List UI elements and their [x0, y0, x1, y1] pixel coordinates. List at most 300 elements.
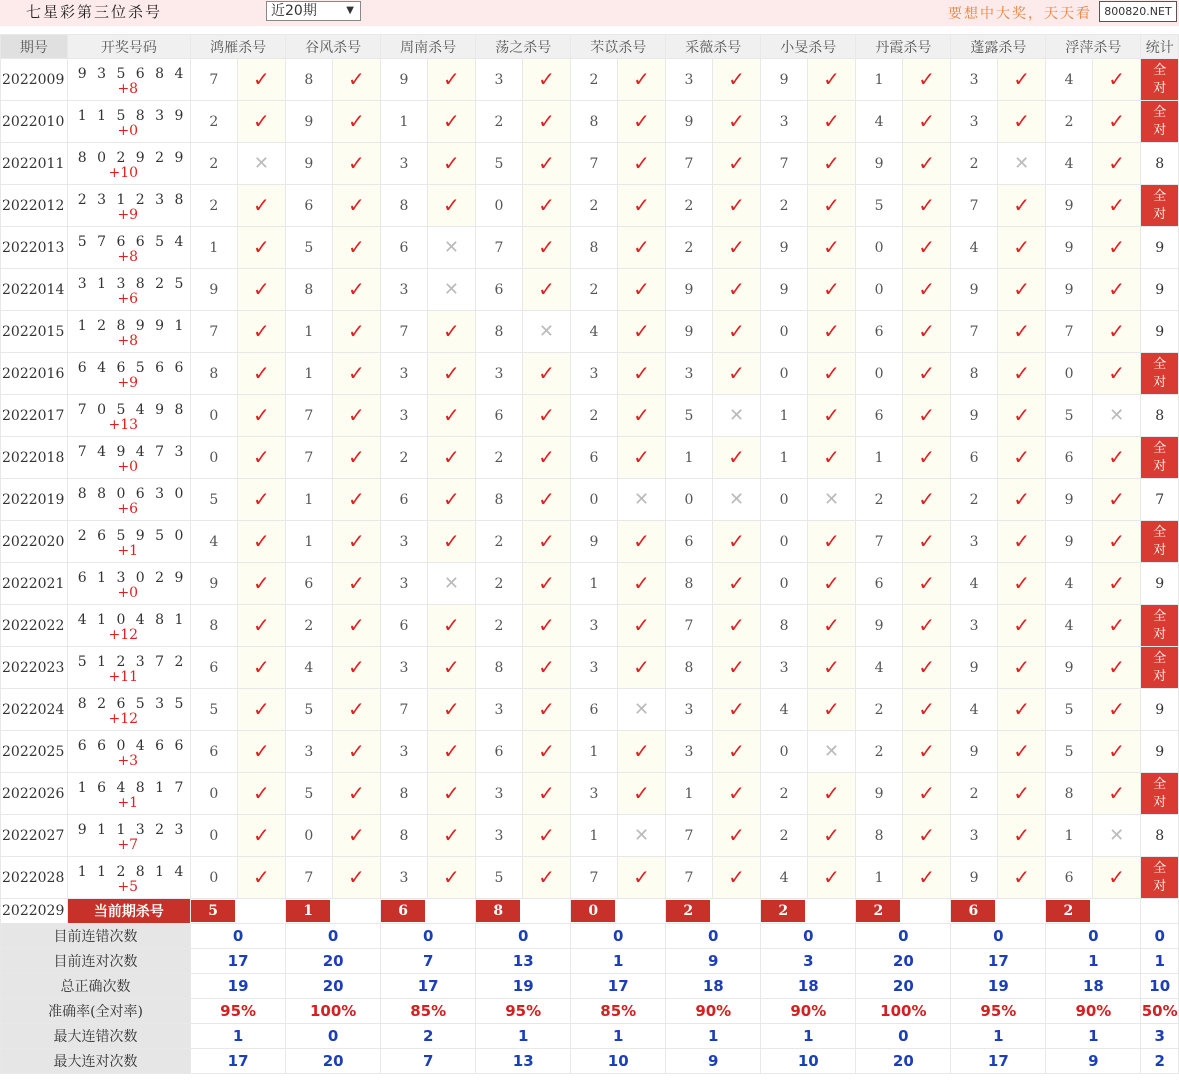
hit-mark	[237, 731, 286, 773]
miss-mark	[807, 731, 856, 773]
summary-value: 13	[476, 1049, 571, 1074]
summary-value: 95%	[191, 999, 286, 1024]
hit-mark	[237, 185, 286, 227]
kill-number: 7	[191, 311, 238, 353]
hit-mark	[997, 101, 1046, 143]
hit-mark	[332, 311, 381, 353]
draw-sum: +0	[117, 122, 139, 139]
check-icon: ✓	[252, 235, 270, 259]
check-icon: ✓	[538, 529, 555, 553]
kill-number: 3	[666, 689, 713, 731]
issue-number: 2022026	[1, 773, 68, 815]
summary-value: 0	[1046, 924, 1141, 949]
table-row	[1, 185, 1179, 227]
correct-count: 9	[1141, 689, 1179, 731]
kill-number: 4	[1046, 143, 1093, 185]
current-kill-number: 6	[951, 900, 995, 922]
kill-number: 8	[476, 479, 523, 521]
hit-mark	[1092, 101, 1141, 143]
hit-mark	[902, 227, 951, 269]
hit-mark	[807, 815, 856, 857]
check-icon: ✓	[252, 571, 270, 595]
check-icon: ✓	[633, 739, 650, 763]
draw-numbers	[67, 605, 190, 647]
draw-numbers	[67, 857, 190, 899]
hit-mark	[1092, 521, 1141, 563]
hit-mark	[332, 605, 381, 647]
summary-value: 20	[856, 949, 951, 974]
check-icon: ✓	[348, 151, 365, 175]
hit-mark	[522, 59, 571, 101]
hit-mark	[522, 815, 571, 857]
check-icon: ✓	[1013, 403, 1030, 427]
check-icon: ✓	[443, 865, 460, 889]
summary-value: 17	[191, 1049, 286, 1074]
kill-number: 9	[856, 605, 903, 647]
site-domain-badge[interactable]: 800820.NET	[1099, 1, 1177, 22]
kill-number: 6	[381, 227, 428, 269]
check-icon: ✓	[633, 445, 650, 469]
hit-mark	[427, 857, 476, 899]
kill-number: 0	[191, 815, 238, 857]
check-icon: ✓	[1108, 529, 1126, 553]
kill-number: 8	[571, 227, 618, 269]
check-icon: ✓	[918, 655, 935, 679]
summary-value: 0	[856, 1024, 951, 1049]
check-icon: ✓	[1108, 67, 1126, 91]
kill-number: 3	[286, 731, 333, 773]
column-header: 开奖号码	[67, 35, 190, 59]
hit-mark	[427, 815, 476, 857]
summary-value: 85%	[571, 999, 666, 1024]
check-icon: ✓	[348, 655, 365, 679]
kill-number: 8	[666, 563, 713, 605]
hit-mark	[902, 185, 951, 227]
kill-number: 5	[856, 185, 903, 227]
check-icon: ✓	[918, 403, 935, 427]
kill-number: 2	[571, 395, 618, 437]
check-icon: ✓	[1013, 361, 1030, 385]
draw-sum: +3	[117, 752, 139, 769]
kill-number: 7	[666, 815, 713, 857]
check-icon: ✓	[538, 445, 555, 469]
check-icon: ✓	[252, 319, 270, 343]
draw-digits: 6 1 3 0 2 9	[77, 569, 187, 586]
column-header: 蓬露杀号	[951, 35, 1046, 59]
draw-sum: +7	[117, 836, 139, 853]
kill-number: 3	[476, 689, 523, 731]
hit-mark	[332, 815, 381, 857]
current-kill-number: 5	[191, 900, 235, 922]
column-header: 周南杀号	[381, 35, 476, 59]
cross-icon: ✕	[728, 489, 745, 510]
check-icon: ✓	[252, 697, 270, 721]
check-icon: ✓	[918, 571, 935, 595]
summary-value: 2	[381, 1024, 476, 1049]
hit-mark	[332, 143, 381, 185]
kill-number: 2	[476, 563, 523, 605]
draw-digits: 2 3 1 2 3 8	[77, 191, 187, 208]
kill-number: 4	[761, 689, 808, 731]
check-icon: ✓	[1013, 865, 1030, 889]
kill-number: 9	[1046, 185, 1093, 227]
check-icon: ✓	[633, 571, 650, 595]
kill-number: 4	[951, 689, 998, 731]
kill-number: 3	[476, 59, 523, 101]
kill-number: 0	[476, 185, 523, 227]
draw-sum: +11	[108, 668, 139, 685]
draw-sum: +1	[117, 542, 139, 559]
issue-number: 2022028	[1, 857, 68, 899]
kill-number: 3	[951, 521, 998, 563]
hit-mark	[617, 101, 666, 143]
draw-digits: 6 4 6 5 6 6	[77, 359, 187, 376]
hit-mark	[902, 395, 951, 437]
table-row	[1, 269, 1179, 311]
check-icon: ✓	[918, 361, 935, 385]
check-icon: ✓	[538, 781, 555, 805]
cross-icon: ✕	[824, 489, 840, 510]
current-kill-number: 1	[286, 900, 330, 922]
summary-value: 17	[191, 949, 286, 974]
hit-mark	[522, 395, 571, 437]
hit-mark	[427, 311, 476, 353]
kill-number: 8	[1046, 773, 1093, 815]
check-icon: ✓	[823, 151, 840, 175]
draw-digits: 3 1 3 8 2 5	[77, 275, 187, 292]
kill-number: 4	[286, 647, 333, 689]
kill-number: 3	[381, 857, 428, 899]
check-icon: ✓	[1108, 361, 1126, 385]
check-icon: ✓	[728, 277, 745, 301]
cross-icon: ✕	[1109, 825, 1125, 846]
kill-number: 7	[951, 311, 998, 353]
kill-number: 2	[476, 605, 523, 647]
hit-mark	[712, 101, 761, 143]
table-row	[1, 395, 1179, 437]
hit-mark	[332, 395, 381, 437]
hit-mark	[237, 647, 286, 689]
kill-number: 3	[571, 647, 618, 689]
summary-value: 85%	[381, 999, 476, 1024]
summary-value: 13	[476, 949, 571, 974]
hit-mark	[1092, 227, 1141, 269]
cross-icon: ✕	[1109, 405, 1125, 426]
draw-numbers	[67, 227, 190, 269]
summary-value: 0	[856, 924, 951, 949]
kill-number: 5	[191, 479, 238, 521]
kill-number: 6	[666, 521, 713, 563]
kill-number: 7	[666, 857, 713, 899]
kill-number: 5	[476, 857, 523, 899]
draw-digits: 9 3 5 6 8 4	[77, 65, 187, 82]
hit-mark	[522, 857, 571, 899]
check-icon: ✓	[1013, 529, 1030, 553]
kill-number: 1	[571, 731, 618, 773]
summary-value: 17	[381, 974, 476, 999]
hit-mark	[617, 563, 666, 605]
check-icon: ✓	[252, 193, 270, 217]
kill-number: 3	[571, 605, 618, 647]
check-icon: ✓	[1013, 613, 1030, 637]
summary-value: 90%	[666, 999, 761, 1024]
summary-value: 0	[286, 1024, 381, 1049]
hit-mark	[807, 185, 856, 227]
kill-number: 3	[951, 815, 998, 857]
kill-number: 0	[856, 227, 903, 269]
kill-number: 5	[286, 227, 333, 269]
table-row	[1, 353, 1179, 395]
hit-mark	[1092, 269, 1141, 311]
check-icon: ✓	[1013, 277, 1030, 301]
current-kill-cell	[761, 899, 856, 924]
check-icon: ✓	[443, 739, 460, 763]
kill-number: 8	[951, 353, 998, 395]
draw-digits: 1 1 2 8 1 4	[77, 863, 187, 880]
issue-number: 2022018	[1, 437, 68, 479]
kill-number: 3	[476, 353, 523, 395]
issue-number: 2022021	[1, 563, 68, 605]
current-kill-cell	[1046, 899, 1141, 924]
check-icon: ✓	[348, 487, 365, 511]
kill-number: 3	[666, 731, 713, 773]
check-icon: ✓	[1013, 697, 1030, 721]
issue-number: 2022017	[1, 395, 68, 437]
check-icon: ✓	[348, 67, 365, 91]
hit-mark	[712, 689, 761, 731]
current-kill-number: 2	[856, 900, 900, 922]
table-row	[1, 479, 1179, 521]
hit-mark	[902, 605, 951, 647]
hit-mark	[902, 563, 951, 605]
promo-text[interactable]: 要想中大奖，天天看	[948, 6, 1092, 22]
hit-mark	[807, 101, 856, 143]
kill-number-table	[0, 34, 1179, 1074]
check-icon: ✓	[728, 823, 745, 847]
hit-mark	[807, 437, 856, 479]
kill-number: 9	[1046, 647, 1093, 689]
kill-number: 8	[191, 353, 238, 395]
kill-number: 2	[856, 479, 903, 521]
correct-count: 9	[1141, 311, 1179, 353]
kill-number: 9	[381, 59, 428, 101]
check-icon: ✓	[443, 529, 460, 553]
hit-mark	[997, 437, 1046, 479]
check-icon: ✓	[823, 403, 840, 427]
column-header: 谷风杀号	[286, 35, 381, 59]
kill-number: 2	[856, 689, 903, 731]
kill-number: 5	[1046, 731, 1093, 773]
hit-mark	[237, 59, 286, 101]
table-row	[1, 437, 1179, 479]
summary-value: 10	[1141, 974, 1179, 999]
hit-mark	[522, 605, 571, 647]
hit-mark	[617, 437, 666, 479]
check-icon: ✓	[728, 739, 745, 763]
check-icon: ✓	[348, 319, 365, 343]
kill-number: 4	[856, 647, 903, 689]
kill-number: 8	[381, 773, 428, 815]
kill-number: 4	[761, 857, 808, 899]
kill-number: 6	[571, 437, 618, 479]
check-icon: ✓	[1108, 781, 1126, 805]
kill-number: 1	[571, 815, 618, 857]
hit-mark	[522, 101, 571, 143]
hit-mark	[997, 479, 1046, 521]
kill-number: 8	[191, 605, 238, 647]
kill-number: 8	[856, 815, 903, 857]
current-issue-number: 2022029	[1, 899, 68, 924]
check-icon: ✓	[348, 613, 365, 637]
draw-sum: +8	[117, 332, 139, 349]
check-icon: ✓	[252, 781, 270, 805]
check-icon: ✓	[918, 487, 935, 511]
summary-label: 准确率(全对率)	[1, 999, 191, 1024]
check-icon: ✓	[1013, 571, 1030, 595]
summary-value: 0	[761, 924, 856, 949]
column-header: 荡之杀号	[476, 35, 571, 59]
draw-sum: +10	[108, 164, 139, 181]
hit-mark	[237, 815, 286, 857]
kill-number: 7	[381, 689, 428, 731]
kill-number: 7	[191, 59, 238, 101]
check-icon: ✓	[348, 823, 365, 847]
summary-value: 0	[476, 924, 571, 949]
hit-mark	[902, 731, 951, 773]
summary-row	[1, 1024, 1179, 1049]
table-row	[1, 773, 1179, 815]
hit-mark	[522, 731, 571, 773]
check-icon: ✓	[728, 613, 745, 637]
check-icon: ✓	[348, 865, 365, 889]
kill-number: 0	[856, 353, 903, 395]
kill-number: 0	[761, 353, 808, 395]
summary-row	[1, 1049, 1179, 1074]
current-kill-cell	[286, 899, 381, 924]
check-icon: ✓	[633, 865, 650, 889]
draw-digits: 4 1 0 4 8 1	[77, 611, 187, 628]
summary-value: 20	[856, 974, 951, 999]
table-row	[1, 857, 1179, 899]
hit-mark	[807, 521, 856, 563]
hit-mark	[332, 227, 381, 269]
kill-number: 8	[381, 185, 428, 227]
cross-icon: ✕	[443, 279, 459, 300]
check-icon: ✓	[633, 529, 650, 553]
draw-sum: +13	[108, 416, 139, 433]
kill-number: 9	[1046, 479, 1093, 521]
kill-number: 2	[951, 773, 998, 815]
kill-number: 2	[191, 143, 238, 185]
summary-value: 19	[476, 974, 571, 999]
check-icon: ✓	[348, 193, 365, 217]
check-icon: ✓	[348, 739, 365, 763]
check-icon: ✓	[823, 445, 840, 469]
summary-value: 20	[856, 1049, 951, 1074]
miss-mark	[617, 689, 666, 731]
kill-number: 9	[951, 395, 998, 437]
check-icon: ✓	[443, 655, 460, 679]
draw-numbers	[67, 731, 190, 773]
check-icon: ✓	[348, 445, 365, 469]
hit-mark	[237, 773, 286, 815]
full-correct-badge: 全 对	[1141, 605, 1179, 647]
miss-mark	[522, 311, 571, 353]
kill-number: 6	[856, 311, 903, 353]
draw-digits: 5 7 6 6 5 4	[77, 233, 187, 250]
check-icon: ✓	[823, 235, 840, 259]
check-icon: ✓	[538, 823, 555, 847]
draw-numbers	[67, 101, 190, 143]
kill-number: 5	[666, 395, 713, 437]
draw-sum: +8	[117, 248, 139, 265]
period-select[interactable]	[266, 1, 361, 21]
kill-number: 3	[761, 101, 808, 143]
column-header: 芣苡杀号	[571, 35, 666, 59]
check-icon: ✓	[538, 697, 555, 721]
summary-value: 1	[666, 1024, 761, 1049]
draw-digits: 7 4 9 4 7 3	[77, 443, 187, 460]
header-row	[1, 35, 1179, 59]
kill-number: 6	[191, 647, 238, 689]
check-icon: ✓	[918, 193, 935, 217]
kill-number: 2	[666, 185, 713, 227]
check-icon: ✓	[348, 781, 365, 805]
draw-digits: 2 6 5 9 5 0	[77, 527, 187, 544]
current-kill-number: 8	[476, 900, 520, 922]
kill-number: 3	[381, 731, 428, 773]
hit-mark	[427, 437, 476, 479]
check-icon: ✓	[728, 865, 745, 889]
period-select-value: 近20期	[271, 3, 317, 19]
miss-mark	[427, 269, 476, 311]
kill-number: 1	[286, 479, 333, 521]
table-row	[1, 101, 1179, 143]
check-icon: ✓	[918, 67, 935, 91]
check-icon: ✓	[252, 403, 270, 427]
kill-number: 3	[951, 605, 998, 647]
check-icon: ✓	[728, 235, 745, 259]
check-icon: ✓	[918, 613, 935, 637]
hit-mark	[1092, 647, 1141, 689]
summary-value: 1	[571, 1024, 666, 1049]
hit-mark	[807, 689, 856, 731]
kill-number: 7	[1046, 311, 1093, 353]
summary-value: 19	[951, 974, 1046, 999]
table-row	[1, 59, 1179, 101]
miss-mark	[427, 227, 476, 269]
full-correct-badge: 全 对	[1141, 59, 1179, 101]
hit-mark	[712, 521, 761, 563]
kill-number: 8	[571, 101, 618, 143]
hit-mark	[902, 269, 951, 311]
top-bar	[0, 0, 1179, 26]
summary-value: 18	[761, 974, 856, 999]
hit-mark	[997, 857, 1046, 899]
kill-number: 4	[951, 227, 998, 269]
kill-number: 0	[761, 731, 808, 773]
check-icon: ✓	[252, 277, 270, 301]
issue-number: 2022020	[1, 521, 68, 563]
kill-number: 9	[951, 857, 998, 899]
hit-mark	[237, 101, 286, 143]
hit-mark	[902, 647, 951, 689]
summary-value: 50%	[1141, 999, 1179, 1024]
kill-number: 7	[286, 857, 333, 899]
draw-numbers	[67, 647, 190, 689]
cross-icon: ✕	[538, 321, 554, 342]
kill-number: 2	[571, 185, 618, 227]
